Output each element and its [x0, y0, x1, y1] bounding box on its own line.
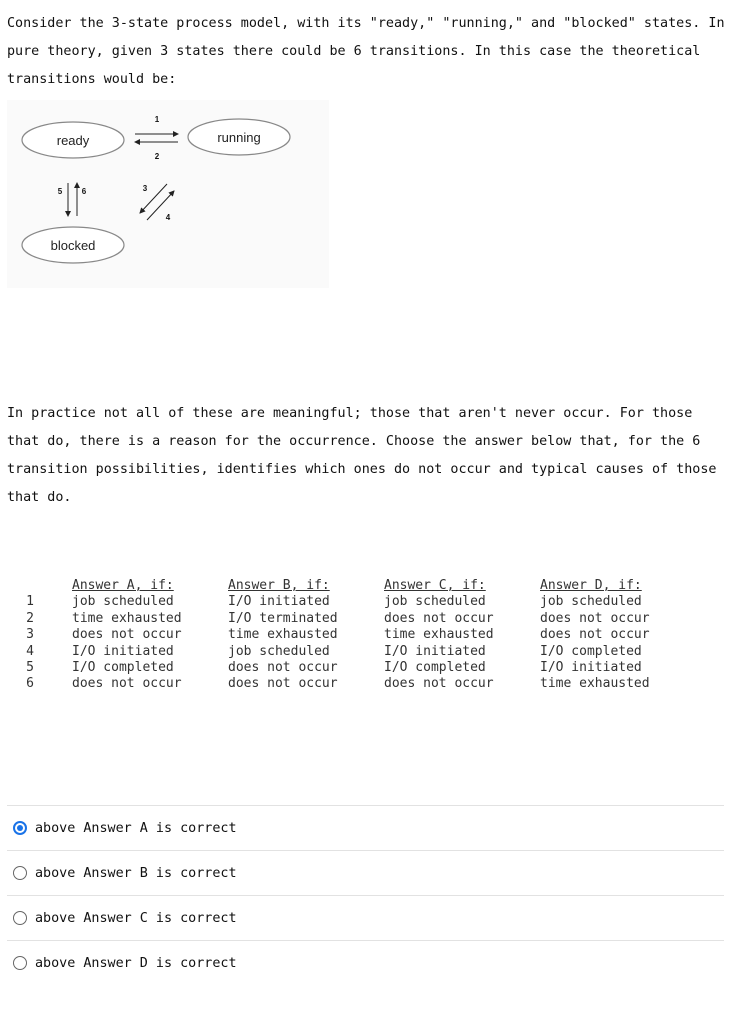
transition-3: 3	[142, 184, 148, 193]
transition-4: 4	[165, 213, 171, 222]
question-intro: Consider the 3-state process model, with its "ready," "running," and "blocked" states. In pure theory, given 3 states there could be 6 transitions. In this case the theoretical transitions would be:	[7, 16, 725, 87]
table-cell: does not occur	[384, 610, 494, 626]
option-label[interactable]: above Answer B is correct	[35, 865, 237, 881]
table-cell: does not occur	[384, 676, 494, 692]
transition-5: 5	[57, 187, 63, 196]
table-cell: does not occur	[72, 676, 182, 692]
table-cell: I/O initiated	[384, 643, 486, 659]
table-cell: does not occur	[540, 610, 650, 626]
row-number: 5	[26, 659, 34, 675]
table-cell: time exhausted	[72, 610, 182, 626]
table-cell: job scheduled	[228, 643, 330, 659]
table-cell: I/O terminated	[228, 610, 338, 626]
option-b[interactable]	[7, 850, 724, 895]
table-cell: time exhausted	[540, 676, 650, 692]
running-label: running	[217, 130, 261, 145]
state-diagram	[7, 100, 329, 288]
table-cell: I/O initiated	[540, 659, 642, 675]
transition-1: 1	[154, 115, 160, 124]
option-label[interactable]: above Answer D is correct	[35, 955, 237, 971]
table-cell: time exhausted	[384, 627, 494, 643]
option-d[interactable]	[7, 940, 724, 985]
row-number: 1	[26, 594, 34, 610]
row-number: 6	[26, 676, 34, 692]
table-cell: job scheduled	[72, 594, 174, 610]
blocked-label: blocked	[50, 238, 96, 253]
answer-a-column	[72, 578, 182, 693]
answer-b-column	[228, 578, 338, 693]
ready-label: ready	[56, 133, 90, 148]
table-cell: I/O initiated	[72, 643, 174, 659]
table-cell: does not occur	[72, 627, 182, 643]
row-number: 3	[26, 627, 34, 643]
radio-button-d[interactable]	[13, 956, 27, 970]
table-cell: job scheduled	[540, 594, 642, 610]
row-number: 4	[26, 643, 34, 659]
radio-button-c[interactable]	[13, 911, 27, 925]
transition-6: 6	[81, 187, 87, 196]
answer-d-column	[540, 578, 650, 693]
column-header: Answer B, if:	[228, 578, 330, 593]
table-cell: does not occur	[540, 627, 650, 643]
option-c[interactable]	[7, 895, 724, 940]
table-cell: does not occur	[228, 676, 338, 692]
option-label[interactable]: above Answer A is correct	[35, 820, 237, 836]
table-cell: I/O completed	[72, 659, 174, 675]
option-a[interactable]	[7, 805, 724, 850]
table-cell: I/O initiated	[228, 594, 330, 610]
transition-2: 2	[154, 152, 160, 161]
answer-c-column	[384, 578, 494, 693]
table-cell: job scheduled	[384, 594, 486, 610]
table-cell: I/O completed	[384, 659, 486, 675]
radio-button-b[interactable]	[13, 866, 27, 880]
question-followup: In practice not all of these are meaningful; those that aren't never occur. For those that do, there is a reason for the occurrence. Choose the answer below that, for the 6 transition possibilities, identifies which ones do not occur and typical causes of those that do.	[7, 406, 717, 505]
column-header: Answer A, if:	[72, 578, 174, 593]
row-numbers	[20, 594, 40, 692]
table-cell: does not occur	[228, 659, 338, 675]
option-label[interactable]: above Answer C is correct	[35, 910, 237, 926]
column-header: Answer C, if:	[384, 578, 486, 593]
table-cell: I/O completed	[540, 643, 642, 659]
column-header: Answer D, if:	[540, 578, 642, 593]
table-cell: time exhausted	[228, 627, 338, 643]
answer-options	[7, 805, 724, 985]
row-number: 2	[26, 610, 34, 626]
radio-button-a[interactable]	[13, 821, 27, 835]
